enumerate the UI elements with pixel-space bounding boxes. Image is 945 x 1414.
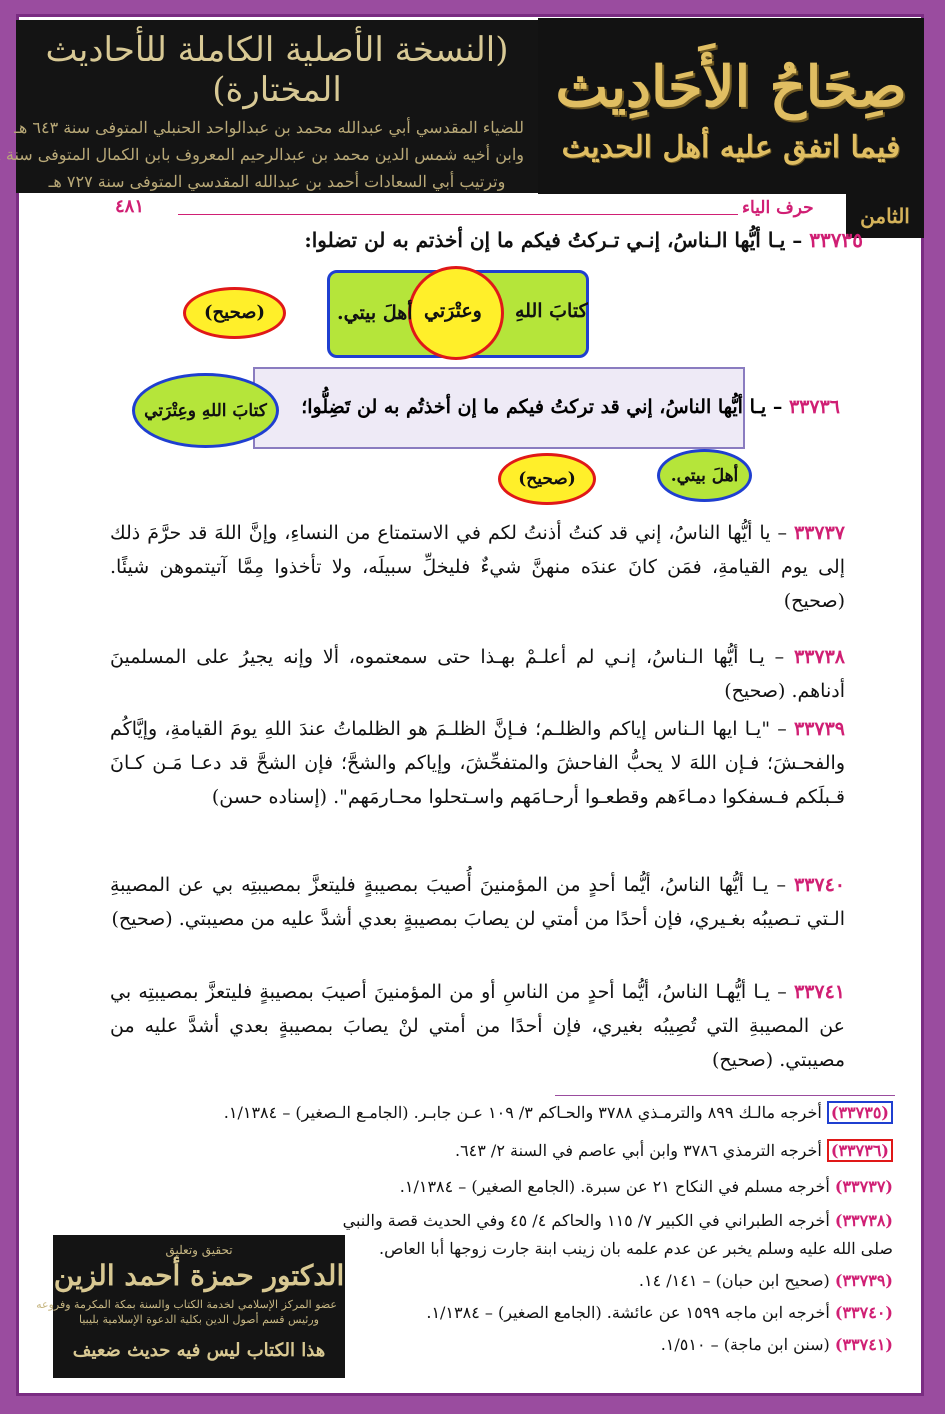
series-title: (النسخة الأصلية الكاملة للأحاديث المختارة) (45, 30, 509, 110)
footnote-33736 (455, 1140, 893, 1162)
header-divider (178, 214, 738, 215)
footnote-33737 (400, 1176, 893, 1198)
footnote-33739 (639, 1270, 893, 1292)
grade-badge: (صحيح) (183, 287, 286, 339)
highlight-text-ahl-bayti: أهلَ بيتي. (337, 302, 413, 324)
chapter-title: حرف الياء (742, 198, 814, 218)
footnote-text: (صحيح ابن حبان) – ١٤١/ ١٤. (638, 1271, 830, 1290)
footnote-number: (٣٣٧٣٨) (834, 1211, 893, 1230)
highlight-oval-kitab-itrati: كتابَ اللهِ وعِتْرَتي (132, 373, 279, 448)
footnote-number: (٣٣٧٤٠) (834, 1303, 893, 1322)
hadith-text: – يـا أيُّها الـناسُ، إنـي لم أعلـمْ بهـذا حتى سمعتموه، ألا وإنه يجيرُ على المسلمينَ أدناهم. (صحيح) (110, 646, 845, 702)
hadith-number: ٣٣٧٣٩ (793, 718, 845, 740)
hadith-33741 (110, 975, 845, 1077)
series-line-3: وترتيب أبي السعادات أحمد بن عبدالله المقدسي المتوفى سنة ٧٢٧ هـ (48, 172, 506, 191)
highlight-text-kitab: كتابَ اللهِ (515, 300, 588, 322)
series-title-banner (5, 20, 538, 193)
footnote-text: صلى الله عليه وسلم يخبر عن عدم علمه بان زينب ابنة جارت زوجها أبا العاص. (379, 1239, 893, 1258)
volume-badge: الثامن (846, 194, 924, 238)
footnote-divider (555, 1095, 895, 1096)
stamp-line-4: ورئيس قسم أصول الدين بكلية الدعوة الإسلامية بليبيا (78, 1313, 319, 1326)
footnote-33738-continued (379, 1238, 893, 1260)
hadith-33737 (110, 516, 845, 618)
stamp-line-3: عضو المركز الإسلامي لخدمة الكتاب والسنة بمكة المكرمة وفروعه (36, 1298, 337, 1311)
hadith-number: ٣٣٧٣٧ (793, 522, 845, 544)
footnote-33738 (343, 1210, 893, 1232)
series-line-1: للضياء المقدسي أبي عبدالله محمد بن عبدالواحد الحنبلي المتوفى سنة ٦٤٣ هـ (14, 118, 524, 137)
stamp-line-5: هذا الكتاب ليس فيه حديث ضعيف (72, 1340, 326, 1361)
hadith-text: – "يـا ايها الـناس إياكم والظلـم؛ فـإنَّ الظلـمَ هو الظلماتُ عندَ اللهِ يومَ القيامةِ، وإيَّاكُم والفحـشَ؛ فـإن اللهَ لا يحبُّ الفاحشَ والمتفحِّشَ، وإياكم والشحَّ؛ فإن الشحَّ قد دعـا مَـن كـانَ قـبلَكم فـسفكوا دمـاءَهم وقطعـوا أرحـامَهم واسـتحلوا محـارمَهم". (إسناده حسن) (110, 718, 845, 808)
hadith-text: – يا أيُّها الناسُ، إني قد كنتُ أذنتُ لكم في الاستمتاع من النساءِ، وإنَّ اللهَ قد حرَّمَ ذلك إلى يوم القيامةِ، فمَن كانَ عندَه منهنَّ شيءٌ فليخلِّ سبيلَه، ولا تأخذوا مِمَّا آتيتموهن شيئًا. (صحيح) (110, 522, 845, 612)
footnote-number: (٣٣٧٣٦) (827, 1139, 893, 1162)
hadith-number: ٣٣٧٣٦ (788, 396, 840, 418)
footnote-text: أخرجه مالـك ٨٩٩ والترمـذي ٣٧٨٨ والحـاكم ٣/ ١٠٩ عـن جابـر. (الجامـع الـصغير) – ١/١٣٨٤. (223, 1103, 822, 1122)
hadith-33736 (258, 396, 840, 418)
hadith-33739 (110, 712, 845, 814)
stamp-line-1: تحقيق وتعليق (165, 1243, 233, 1257)
footnote-text: أخرجه ابن ماجه ١٥٩٩ عن عائشة. (الجامع الصغير) – ١/١٣٨٤. (426, 1303, 830, 1322)
hadith-text: – يـا أيُّها الناسُ، أيُّما أحدٍ من المؤمنينَ أُصيبَ بمصيبةٍ فليتعزَّ بمصيبتِه بي عن المصيبةِ الـتي تـصيبُه بغـيري، فإن أحدًا من أمتي لن يصابَ بمصيبةٍ بعدي أشدَّ عليه من مصيبتي. (صحيح) (110, 874, 845, 930)
footnote-text: أخرجه الترمذي ٣٧٨٦ وابن أبي عاصم في السنة ٢/ ٦٤٣. (454, 1141, 822, 1160)
hadith-text: – يـا أيُّها الناسُ، إني قد تركتُ فيكم ما إن أخذتُم به لن تَضِلُّوا؛ (301, 396, 783, 418)
book-subtitle: فيما اتفق عليه أهل الحديث (561, 130, 901, 165)
series-line-2: وابن أخيه شمس الدين محمد بن عبدالرحيم المعروف بابن الكمال المتوفى سنة (5, 145, 524, 164)
highlight-text-itrati: وعتْرَتي (424, 300, 482, 322)
stamp-editor-name: الدكتور حمزة أحمد الزين (53, 1259, 345, 1292)
footnote-text: أخرجه مسلم في النكاح ٢١ عن سبرة. (الجامع الصغير) – ١/١٣٨٤. (399, 1177, 830, 1196)
page-number: ٤٨١ (115, 196, 145, 217)
footnote-number: (٣٣٧٤١) (834, 1335, 893, 1354)
footnote-number: (٣٣٧٣٩) (834, 1271, 893, 1290)
hadith-text: – يـا أيُّهـا الناسُ، أيُّما أحدٍ من الناسِ أو من المؤمنينَ أصيبَ بمصيبةٍ فليتعزَّ بمصيبتِه بي عن المصيبةِ التي تُصِيبُه بغيري، فإن أحدًا من أمتي لنْ يصابَ بمصيبةٍ بعدي أشدَّ عليه من مصيبتي. (صحيح) (110, 981, 845, 1071)
footnote-33740 (426, 1302, 893, 1324)
book-title-banner (538, 18, 924, 194)
hadith-text: – يـا أيُّها الـناسُ، إنـي تـركتُ فيكم ما إن أخذتم به لن تضلوا: (304, 228, 803, 252)
footnote-33741 (661, 1334, 893, 1356)
hadith-33735 (213, 228, 863, 252)
hadith-number: ٣٣٧٣٨ (793, 646, 845, 668)
highlight-oval-ahl-bayti: أهلَ بيتي. (657, 449, 752, 502)
hadith-33738 (110, 640, 845, 708)
footnote-number: (٣٣٧٣٥) (827, 1101, 893, 1124)
hadith-number: ٣٣٧٣٥ (809, 228, 863, 252)
hadith-number: ٣٣٧٤١ (793, 981, 845, 1003)
footnote-number: (٣٣٧٣٧) (834, 1177, 893, 1196)
footnote-text: أخرجه الطبراني في الكبير ٧/ ١١٥ والحاكم ٤/ ٤٥ وفي الحديث قصة والنبي (342, 1211, 830, 1230)
footnote-33735 (224, 1102, 893, 1124)
grade-badge: (صحيح) (498, 453, 596, 505)
editor-stamp (36, 1235, 345, 1378)
footnote-text: (سنن ابن ماجة) – ١/٥١٠. (660, 1335, 830, 1354)
hadith-33740 (110, 868, 845, 936)
book-title: صِحَاحُ الأَحَادِيث (555, 54, 907, 120)
hadith-number: ٣٣٧٤٠ (793, 874, 845, 896)
